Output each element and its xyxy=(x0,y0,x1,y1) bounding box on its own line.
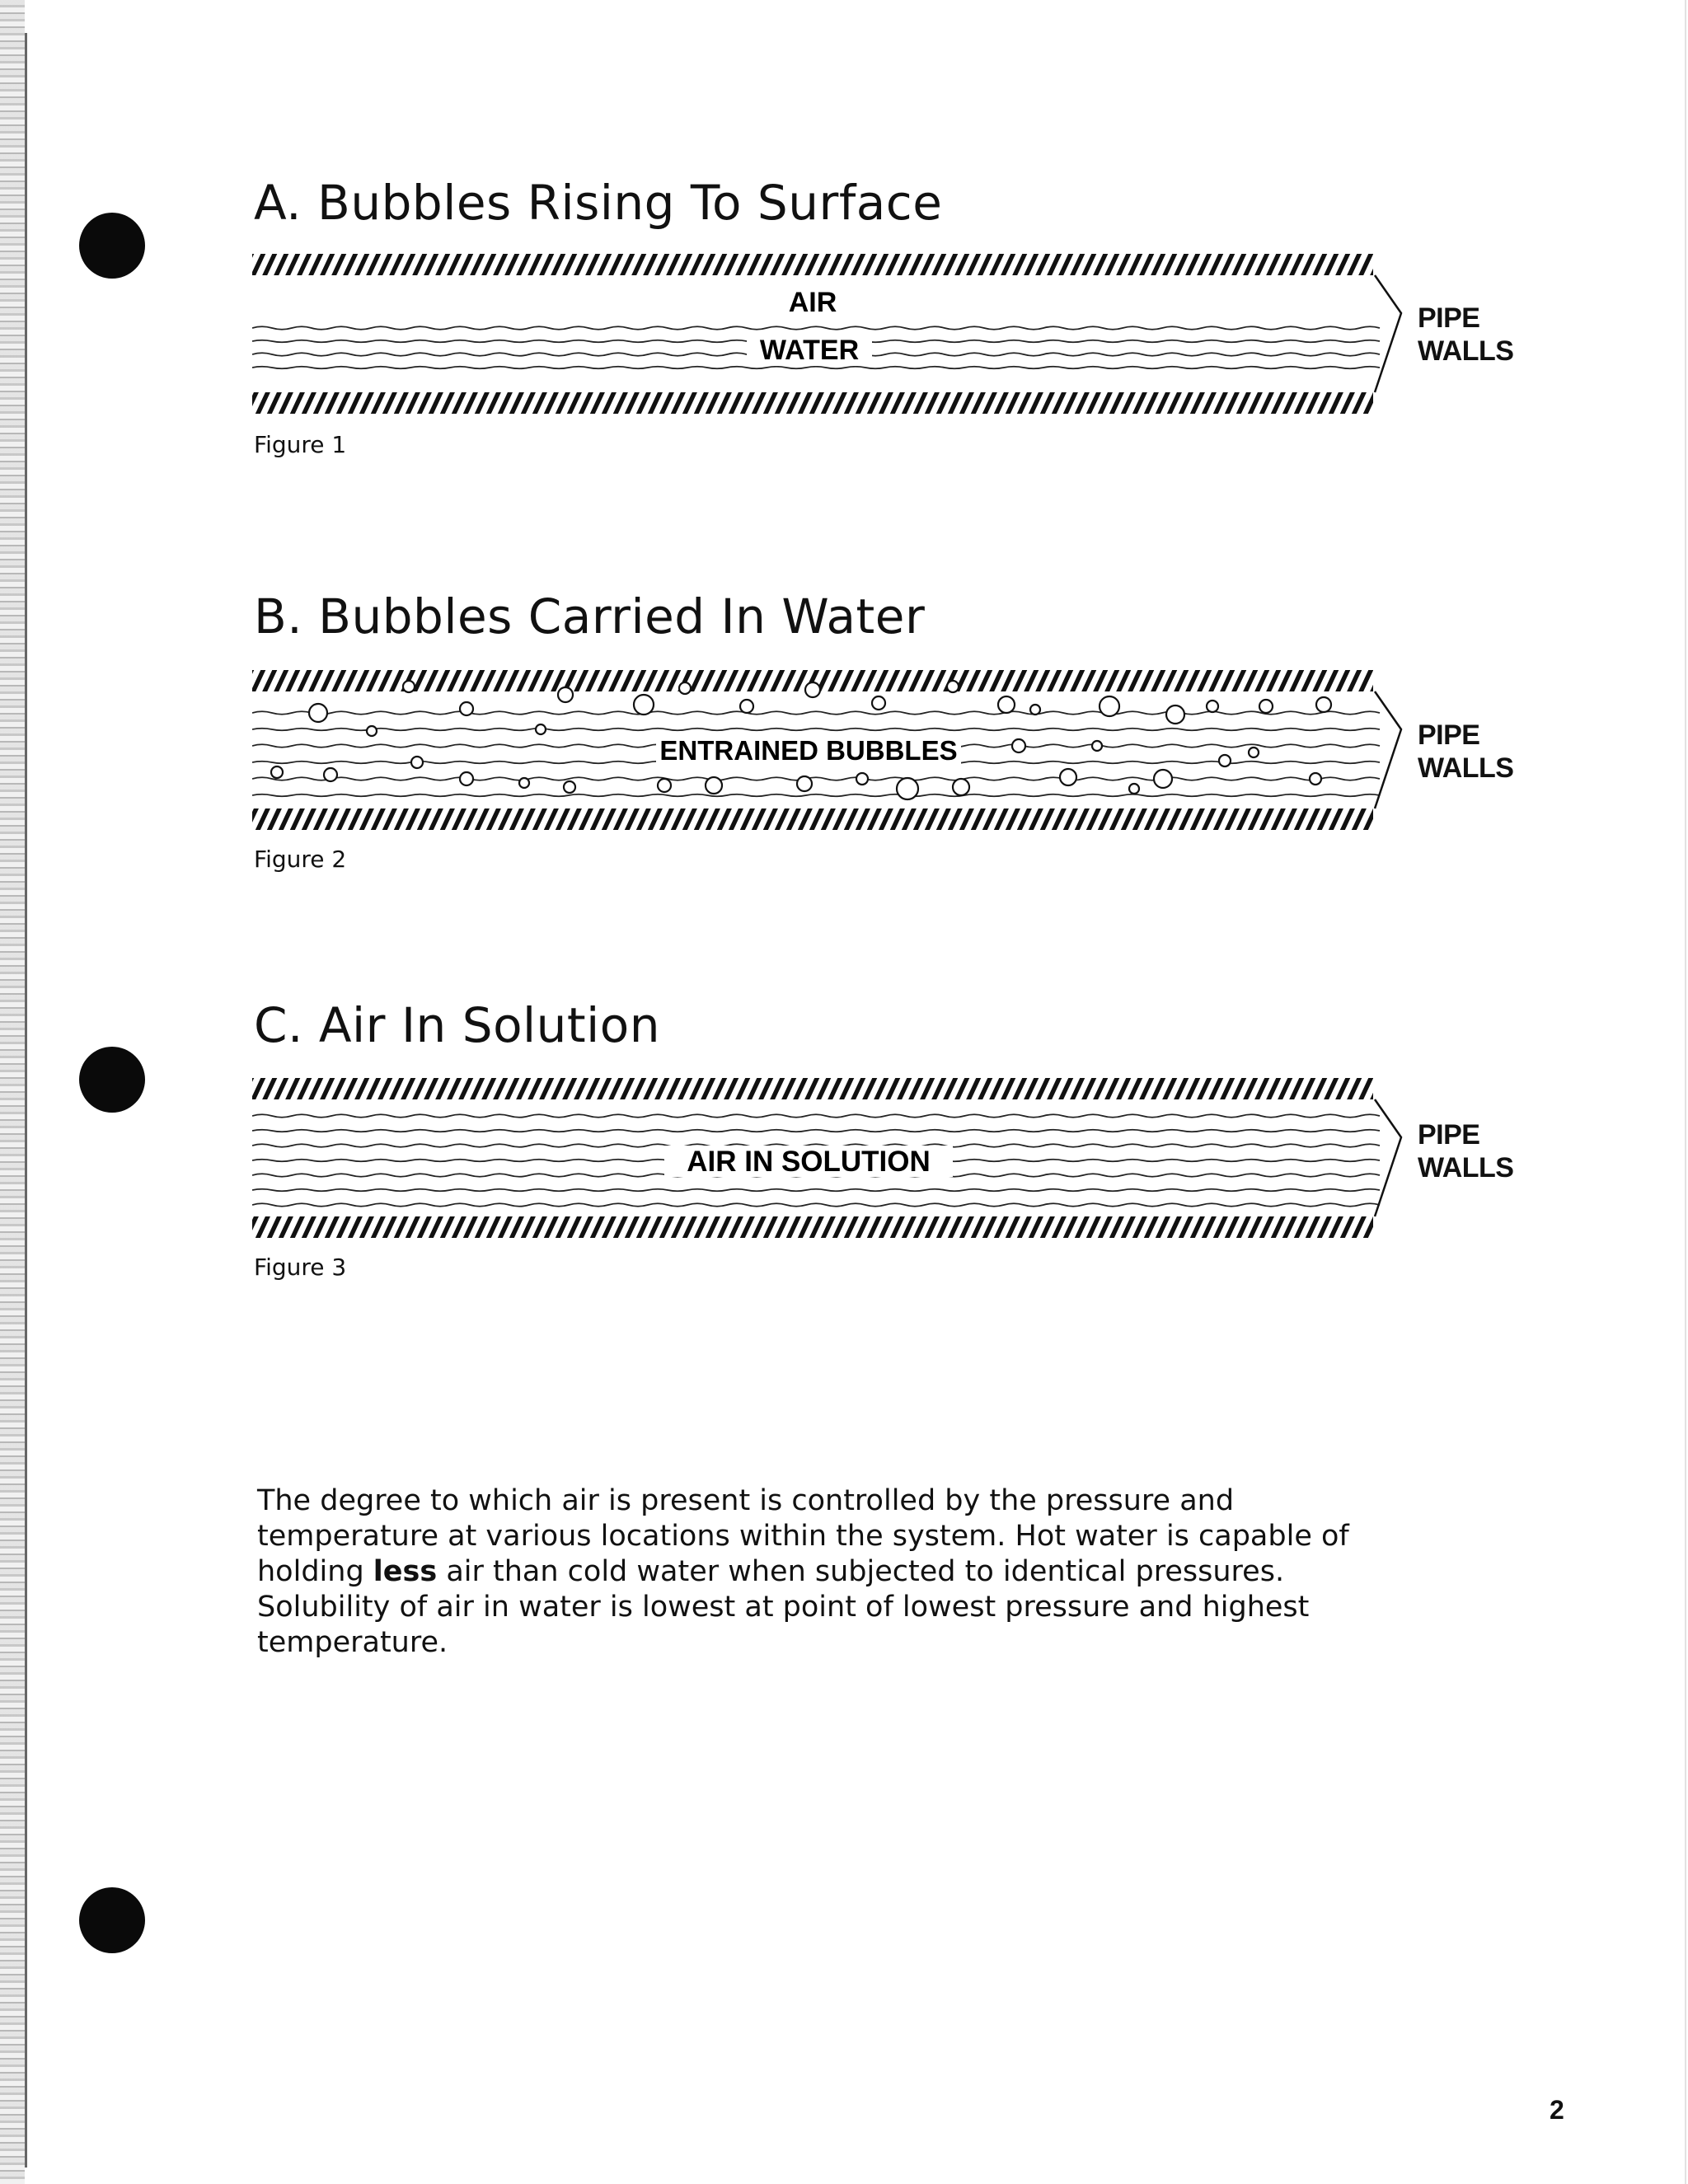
wave-line xyxy=(252,777,1380,780)
body-text-part-2: air than cold water when subjected to identical pressures. Solubility of air in water is lowest at point of lowest pressure and highest temperature. xyxy=(257,1555,1310,1659)
bubble xyxy=(1060,769,1076,785)
pipe-label: PIPE xyxy=(1418,302,1480,334)
wave-line xyxy=(252,1189,1380,1192)
bubble xyxy=(953,779,969,795)
bubble xyxy=(558,687,573,702)
pipe-wall-top xyxy=(252,254,1373,275)
bubble xyxy=(998,696,1015,713)
bubble xyxy=(367,726,377,736)
pipe-label: PIPE xyxy=(1418,719,1480,751)
pipe-walls-label-3 xyxy=(1418,1118,1513,1184)
bracket xyxy=(1375,1099,1401,1216)
bubble xyxy=(309,704,327,722)
bubble xyxy=(403,681,415,692)
bubble xyxy=(1166,705,1184,724)
bubble xyxy=(271,766,283,778)
wave-line xyxy=(252,1130,1380,1132)
body-bold-word: less xyxy=(373,1555,438,1588)
pipe-label: PIPE xyxy=(1418,1119,1480,1151)
bubble xyxy=(1207,701,1218,712)
bubble xyxy=(1316,697,1331,712)
bubble xyxy=(805,682,820,697)
figure-2-diagram xyxy=(252,663,1522,837)
pipe-wall-bottom xyxy=(252,808,1373,830)
binder-edge-line xyxy=(25,33,27,2168)
bubble xyxy=(1259,700,1273,713)
body-text-part-1: The degree to which air is present is controlled by the pressure and temperature at various locations within the system. Hot water is capable of holding xyxy=(257,1484,1349,1588)
section-b-title: B. Bubbles Carried In Water xyxy=(254,588,926,644)
page-edge-line xyxy=(1685,0,1686,2184)
bubble xyxy=(1310,773,1321,785)
bubble xyxy=(1154,770,1172,788)
bubble xyxy=(324,768,337,781)
scan-edge xyxy=(0,0,25,2184)
bubble xyxy=(797,776,812,791)
wave-line xyxy=(252,367,1380,369)
bracket xyxy=(1375,691,1401,808)
punch-hole-bottom xyxy=(79,1887,145,1953)
bubble xyxy=(658,779,671,792)
bubble xyxy=(872,696,885,710)
entrained-bubbles-label: ENTRAINED BUBBLES xyxy=(659,735,958,766)
bubble xyxy=(519,778,529,788)
bubble xyxy=(1100,696,1119,716)
bubble xyxy=(1219,755,1231,766)
bubble xyxy=(856,773,868,785)
pipe-wall-bottom xyxy=(252,1216,1373,1238)
pipe-diagram-1 xyxy=(252,247,1522,420)
bubble xyxy=(1249,748,1259,757)
pipe-walls-label-1 xyxy=(1418,302,1513,368)
bubble xyxy=(411,757,423,768)
bubble xyxy=(947,681,959,692)
bubble xyxy=(1012,739,1025,752)
wave-line xyxy=(252,1203,1380,1207)
pipe-wall-bottom xyxy=(252,392,1373,414)
figure-2-caption: Figure 2 xyxy=(254,846,347,873)
section-c-title: C. Air In Solution xyxy=(254,997,661,1053)
bubble xyxy=(536,724,546,734)
bubble xyxy=(460,702,473,715)
page-number: 2 xyxy=(1550,2095,1564,2125)
figure-1-caption: Figure 1 xyxy=(254,431,347,458)
walls-label: WALLS xyxy=(1418,1152,1514,1183)
punch-hole-top xyxy=(79,213,145,279)
wave-line xyxy=(252,729,1380,731)
section-a-title: A. Bubbles Rising To Surface xyxy=(254,175,943,231)
bubble xyxy=(897,778,918,799)
figure-3-caption: Figure 3 xyxy=(254,1254,347,1281)
water-label: WATER xyxy=(759,335,860,366)
wave-line xyxy=(252,1114,1380,1118)
walls-label: WALLS xyxy=(1418,335,1514,367)
wave-line xyxy=(252,326,1380,330)
bubble xyxy=(460,772,473,785)
bubble xyxy=(679,682,691,694)
figure-3-diagram xyxy=(252,1071,1522,1244)
pipe-walls-label-2 xyxy=(1418,719,1513,785)
bubble xyxy=(634,695,654,715)
wave-line xyxy=(252,794,1380,797)
pipe-wall-top xyxy=(252,1078,1373,1099)
walls-label: WALLS xyxy=(1418,752,1514,784)
bubble xyxy=(1092,741,1102,751)
bracket xyxy=(1375,275,1401,392)
bubble xyxy=(706,777,722,794)
figure-1-diagram xyxy=(252,247,1522,420)
body-paragraph xyxy=(257,1483,1353,1661)
bubble xyxy=(1030,705,1040,715)
bubble xyxy=(564,781,575,793)
punch-hole-middle xyxy=(79,1047,145,1113)
bubble xyxy=(1129,784,1139,794)
pipe-diagram-2 xyxy=(252,663,1522,837)
air-in-solution-label: AIR IN SOLUTION xyxy=(687,1146,931,1178)
air-label: AIR xyxy=(788,287,837,318)
pipe-diagram-3 xyxy=(252,1071,1522,1244)
bubble xyxy=(740,700,753,713)
